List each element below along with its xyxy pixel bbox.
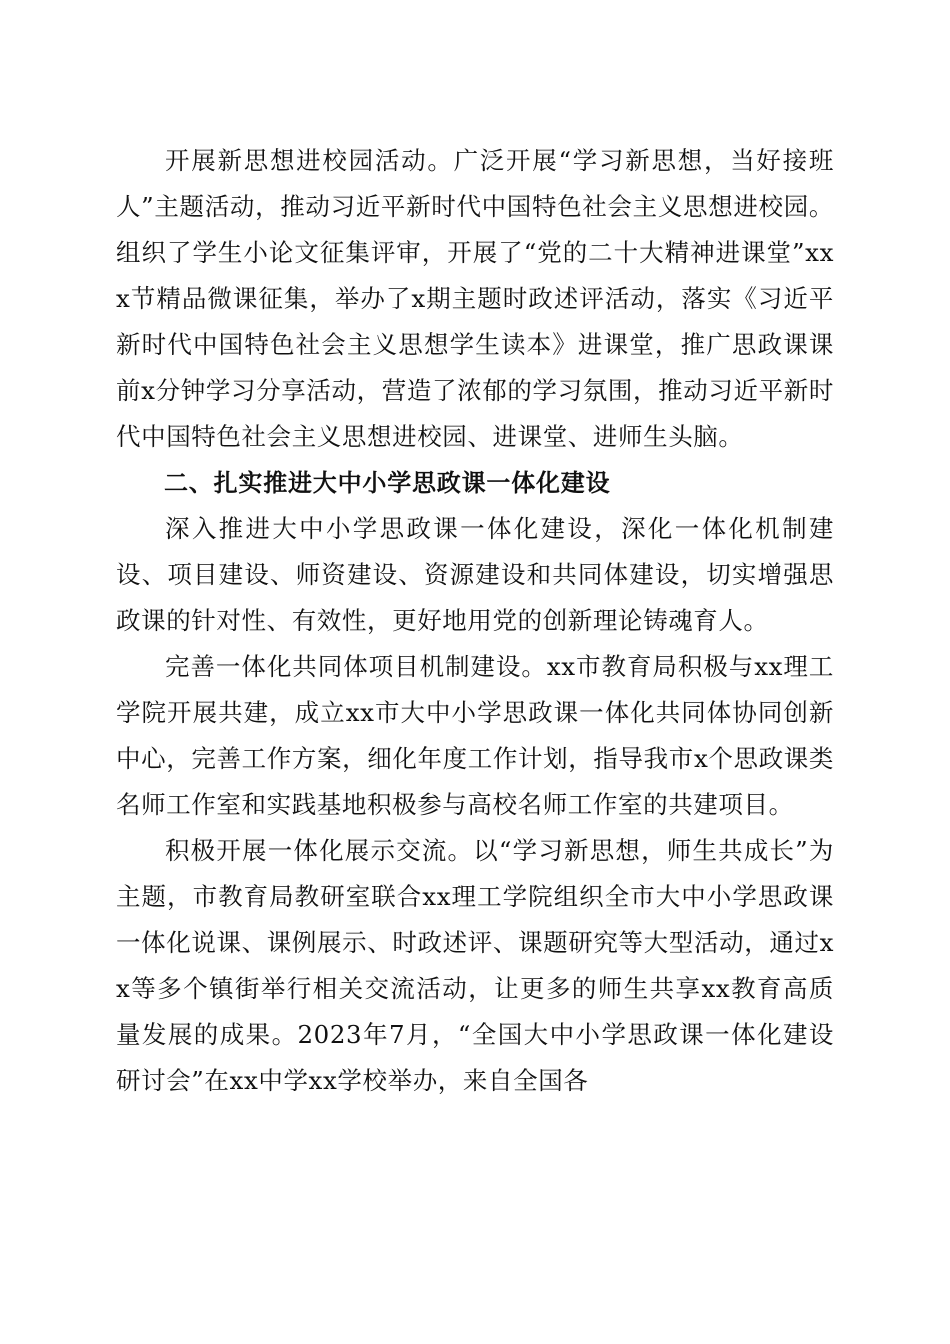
paragraph-campus-activities: 开展新思想进校园活动。广泛开展“学习新思想，当好接班人”主题活动，推动习近平新时代中国特色社会主义思想进校园。组织了学生小论文征集评审，开展了“党的二十大精神进课堂”xxx节精品微课征集，举办了x期主题时政述评活动，落实《习近平新时代中国特色社会主义思想学生读本》进课堂，推广思政课课前x分钟学习分享活动，营造了浓郁的学习氛围，推动习近平新时代中国特色社会主义思想进校园、进课堂、进师生头脑。	[116, 146, 834, 451]
paragraph-integration-overview: 深入推进大中小学思政课一体化建设，深化一体化机制建设、项目建设、师资建设、资源建设和共同体建设，切实增强思政课的针对性、有效性，更好地用党的创新理论铸魂育人。	[116, 514, 834, 635]
document-body	[116, 138, 834, 1104]
section-heading-integration: 二、扎实推进大中小学思政课一体化建设	[164, 469, 611, 497]
paragraph-exchange-activities: 积极开展一体化展示交流。以“学习新思想，师生共成长”为主题，市教育局教研室联合xx理工学院组织全市大中小学思政课一体化说课、课例展示、时政述评、课题研究等大型活动，通过xx等多个镇街举行相关交流活动，让更多的师生共享xx教育高质量发展的成果。2023年7月，“全国大中小学思政课一体化建设研讨会”在xx中学xx学校举办，来自全国各	[116, 836, 834, 1095]
paragraph-community-mechanism: 完善一体化共同体项目机制建设。xx市教育局积极与xx理工学院开展共建，成立xx市大中小学思政课一体化共同体协同创新中心，完善工作方案，细化年度工作计划，指导我市x个思政课类名师工作室和实践基地积极参与高校名师工作室的共建项目。	[116, 652, 834, 819]
